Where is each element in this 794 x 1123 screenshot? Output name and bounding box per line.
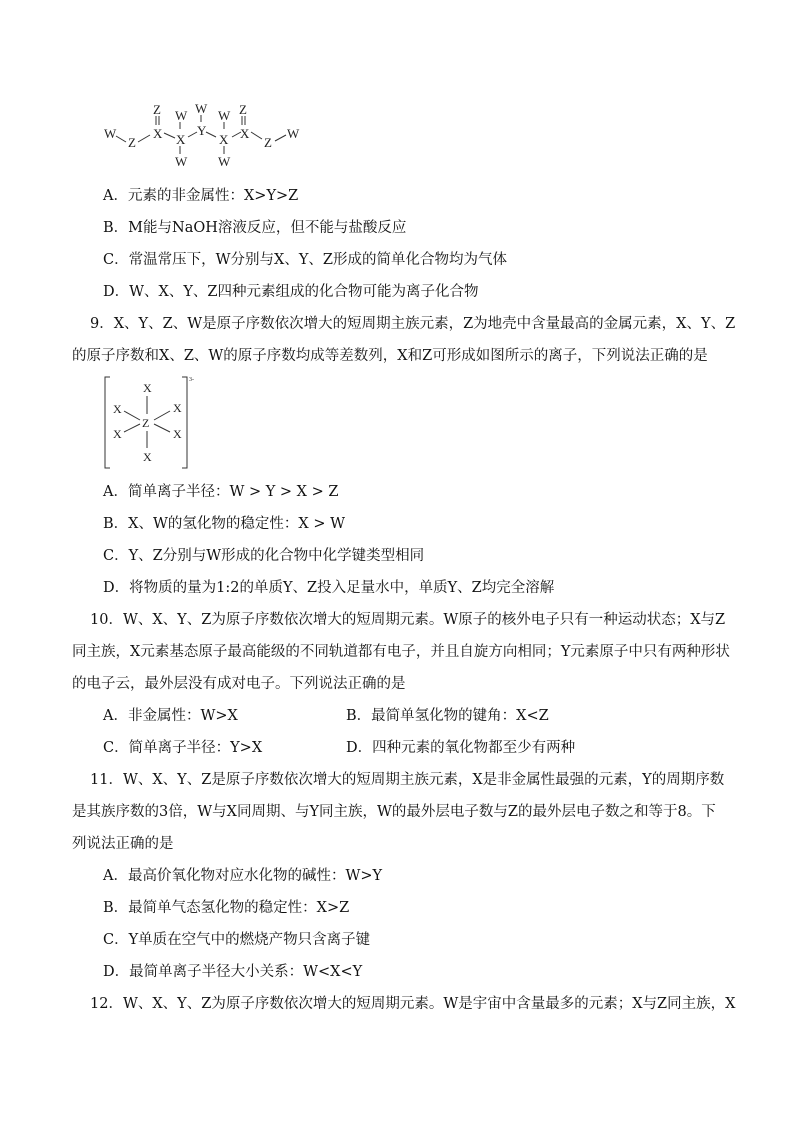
ligand-x: X <box>113 402 122 416</box>
atom-y: Y <box>197 123 207 138</box>
q8-option-c[interactable]: C．常温常压下，W分别与X、Y、Z形成的简单化合物均为气体 <box>103 252 507 268</box>
q8-option-a[interactable]: A．元素的非金属性：X>Y>Z <box>103 188 299 204</box>
atom-w: W <box>104 126 117 141</box>
q10-option-c[interactable]: C．简单离子半径：Y>X <box>103 740 263 756</box>
q10-stem-line2: 同主族，X元素基态原子最高能级的不同轨道都有电子，并且自旋方向相同；Y元素原子中只有两种形状 <box>72 644 730 660</box>
q10-option-b[interactable]: B．最简单氢化物的键角：X<Z <box>346 708 549 724</box>
ligand-x: X <box>143 381 152 395</box>
q10-stem-line1: 10．W、X、Y、Z为原子序数依次增大的短周期元素。W原子的核外电子只有一种运动状态；X与Z <box>90 612 726 628</box>
atom-z: Z <box>264 135 272 150</box>
q9-option-b[interactable]: B．X、W的氢化物的稳定性：X > W <box>103 516 345 532</box>
q8-option-b[interactable]: B．M能与NaOH溶液反应，但不能与盐酸反应 <box>103 220 407 236</box>
atom-w: W <box>195 101 208 116</box>
ligand-x: X <box>113 427 122 441</box>
atom-w: W <box>218 154 231 169</box>
octahedral-ion-svg <box>100 374 210 474</box>
q11-stem-line3: 列说法正确的是 <box>72 836 174 852</box>
atom-x: X <box>153 126 163 141</box>
q9-stem-line1: 9．X、Y、Z、W是原子序数依次增大的短周期主族元素，Z为地壳中含量最高的金属元素，X、Y、Z <box>90 316 736 332</box>
q11-stem-line1: 11．W、X、Y、Z是原子序数依次增大的短周期主族元素，X是非金属性最强的元素，Y的周期序数 <box>90 772 725 788</box>
q9-stem-line2: 的原子序数和X、Z、W的原子序数均成等差数列，X和Z可形成如图所示的离子，下列说法正确的是 <box>72 348 708 364</box>
q11-option-b[interactable]: B．最简单气态氢化物的稳定性：X>Z <box>103 900 350 916</box>
atom-x: X <box>240 126 250 141</box>
q8-option-d[interactable]: D．W、X、Y、Z四种元素组成的化合物可能为离子化合物 <box>103 284 479 300</box>
atom-z: Z <box>153 102 161 117</box>
q10-option-a[interactable]: A．非金属性：W>X <box>103 708 238 724</box>
q9-option-a[interactable]: A．简单离子半径：W > Y > X > Z <box>103 484 339 500</box>
q12-stem-line1: 12．W、X、Y、Z为原子序数依次增大的短周期元素。W是宇宙中含量最多的元素；X与Z同主族，X <box>90 996 736 1012</box>
structural-formula-svg <box>100 100 310 172</box>
center-z: Z <box>142 416 150 430</box>
atom-w: W <box>287 126 300 141</box>
atom-w: W <box>175 154 188 169</box>
q9-option-d[interactable]: D．将物质的量为1:2的单质Y、Z投入足量水中，单质Y、Z均完全溶解 <box>103 580 555 596</box>
ligand-x: X <box>173 401 182 415</box>
q11-option-a[interactable]: A．最高价氧化物对应水化物的碱性：W>Y <box>103 868 383 884</box>
atom-z: Z <box>128 135 136 150</box>
octahedral-ion-figure <box>100 374 210 474</box>
q10-stem-line3: 的电子云，最外层没有成对电子。下列说法正确的是 <box>72 676 406 692</box>
q9-option-c[interactable]: C．Y、Z分别与W形成的化合物中化学键类型相同 <box>103 548 425 564</box>
q11-stem-line2: 是其族序数的3倍，W与X同周期、与Y同主族，W的最外层电子数与Z的最外层电子数之和等于8。下 <box>72 804 716 820</box>
q11-option-c[interactable]: C．Y单质在空气中的燃烧产物只含离子键 <box>103 932 371 948</box>
atom-x: X <box>176 132 186 147</box>
q10-option-d[interactable]: D．四种元素的氧化物都至少有两种 <box>346 740 576 756</box>
q11-option-d[interactable]: D．最简单离子半径大小关系：W<X<Y <box>103 964 363 980</box>
atom-w: W <box>218 108 231 123</box>
ligand-x: X <box>173 427 182 441</box>
atom-z: Z <box>239 102 247 117</box>
ligand-x: X <box>143 450 152 464</box>
ion-charge: 3- <box>189 377 194 383</box>
structural-formula-figure <box>100 100 310 172</box>
atom-w: W <box>175 108 188 123</box>
atom-x: X <box>219 132 229 147</box>
